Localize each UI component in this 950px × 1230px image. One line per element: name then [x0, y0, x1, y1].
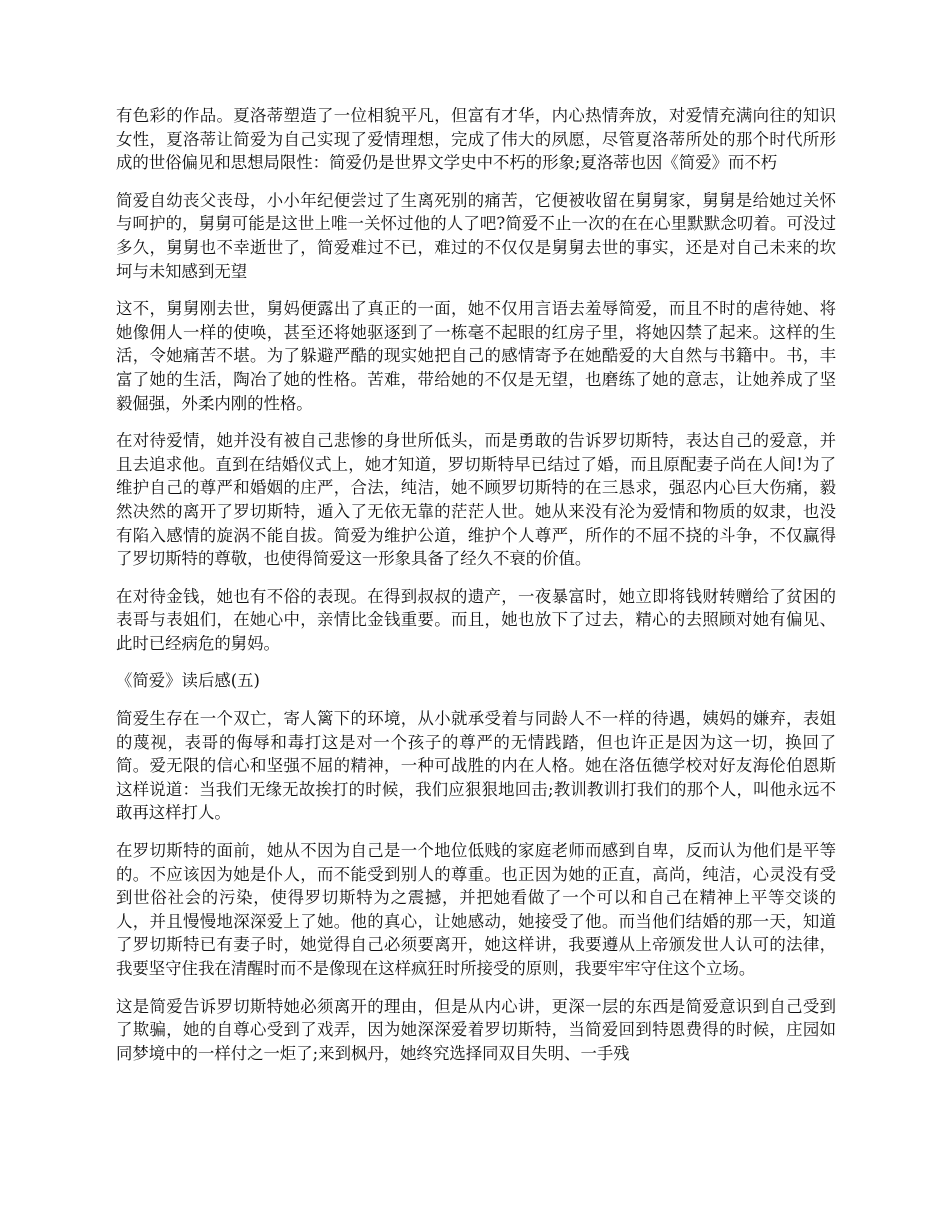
paragraph-6: 简爱生存在一个双亡，寄人篱下的环境，从小就承受着与同龄人不一样的待遇，姨妈的嫌弃，表姐的蔑视，表哥的侮辱和毒打这是对一个孩子的尊严的无情践踏，但也许正是因为这一切，换回了简。爱无限的信心和坚强不屈的精神，一种可战胜的内在人格。她在洛伍德学校对好友海伦伯恩斯这样说道：当我们无缘无故挨打的时候，我们应狠狠地回击;教训教训打我们的那个人，叫他永远不敢再这样打人。 [116, 709, 836, 823]
paragraph-3: 这不，舅舅刚去世，舅妈便露出了真正的一面，她不仅用言语去羞辱简爱，而且不时的虐待她、将她像佣人一样的使唤，甚至还将她驱逐到了一栋毫不起眼的红房子里，将她囚禁了起来。这样的生活，令她痛苦不堪。为了躲避严酷的现实她把自己的感情寄予在她酷爱的大自然与书籍中。书，丰富了她的生活，陶冶了她的性格。苦难，带给她的不仅是无望，也磨练了她的意志，让她养成了坚毅倔强，外柔内刚的性格。 [116, 299, 836, 413]
document-page [116, 104, 836, 1079]
paragraph-1: 有色彩的作品。夏洛蒂塑造了一位相貌平凡，但富有才华，内心热情奔放，对爱情充满向往的知识女性，夏洛蒂让简爱为自己实现了爱情理想，完成了伟大的夙愿，尽管夏洛蒂所处的那个时代所形成的世俗偏见和思想局限性：简爱仍是世界文学史中不朽的形象;夏洛蒂也因《简爱》而不朽 [116, 106, 836, 173]
paragraph-2: 简爱自幼丧父丧母，小小年纪便尝过了生离死别的痛苦，它便被收留在舅舅家，舅舅是给她过关怀与呵护的，舅舅可能是这世上唯一关怀过他的人了吧?简爱不止一次的在在心里默默念叨着。可没过多久，舅舅也不幸逝世了，简爱难过不已，难过的不仅仅是舅舅去世的事实，还是对自己未来的坎坷与未知感到无望 [116, 190, 836, 281]
paragraph-8: 这是简爱告诉罗切斯特她必须离开的理由，但是从内心讲，更深一层的东西是简爱意识到自己受到了欺骗，她的自尊心受到了戏弄，因为她深深爱着罗切斯特，当简爱回到特恩费得的时候，庄园如同梦境中的一样付之一炬了;来到枫丹，她终究选择同双目失明、一手残 [116, 996, 836, 1063]
paragraph-5: 在对待金钱，她也有不俗的表现。在得到叔叔的遗产，一夜暴富时，她立即将钱财转赠给了贫困的表哥与表姐们，在她心中，亲情比金钱重要。而且，她也放下了过去，精心的去照顾对她有偏见、此时已经病危的舅妈。 [116, 586, 836, 653]
paragraph-4: 在对待爱情，她并没有被自己悲惨的身世所低头，而是勇敢的告诉罗切斯特，表达自己的爱意，并且去追求他。直到在结婚仪式上，她才知道，罗切斯特早已结过了婚，而且原配妻子尚在人间!为了维护自己的尊严和婚姻的庄严，合法，纯洁，她不顾罗切斯特的在三恳求，强忍内心巨大伤痛，毅然决然的离开了罗切斯特，遁入了无依无靠的茫茫人世。她从来没有沦为爱情和物质的奴隶，也没有陷入感情的旋涡不能自拔。简爱为维护公道，维护个人尊严，所作的不屈不挠的斗争，不仅赢得了罗切斯特的尊敬，也使得简爱这一形象具备了经久不衰的价值。 [116, 431, 836, 569]
section-heading: 《简爱》读后感(五) [116, 671, 260, 691]
paragraph-7: 在罗切斯特的面前，她从不因为自己是一个地位低贱的家庭老师而感到自卑，反而认为他们是平等的。不应该因为她是仆人，而不能受到别人的尊重。也正因为她的正直，高尚，纯洁，心灵没有受到世俗社会的污染，使得罗切斯特为之震撼，并把她看做了一个可以和自己在精神上平等交谈的人，并且慢慢地深深爱上了她。他的真心，让她感动，她接受了他。而当他们结婚的那一天，知道了罗切斯特已有妻子时，她觉得自己必须要离开，她这样讲，我要遵从上帝颁发世人认可的法律，我要坚守住我在清醒时而不是像现在这样疯狂时所接受的原则，我要牢牢守住这个立场。 [116, 841, 836, 978]
